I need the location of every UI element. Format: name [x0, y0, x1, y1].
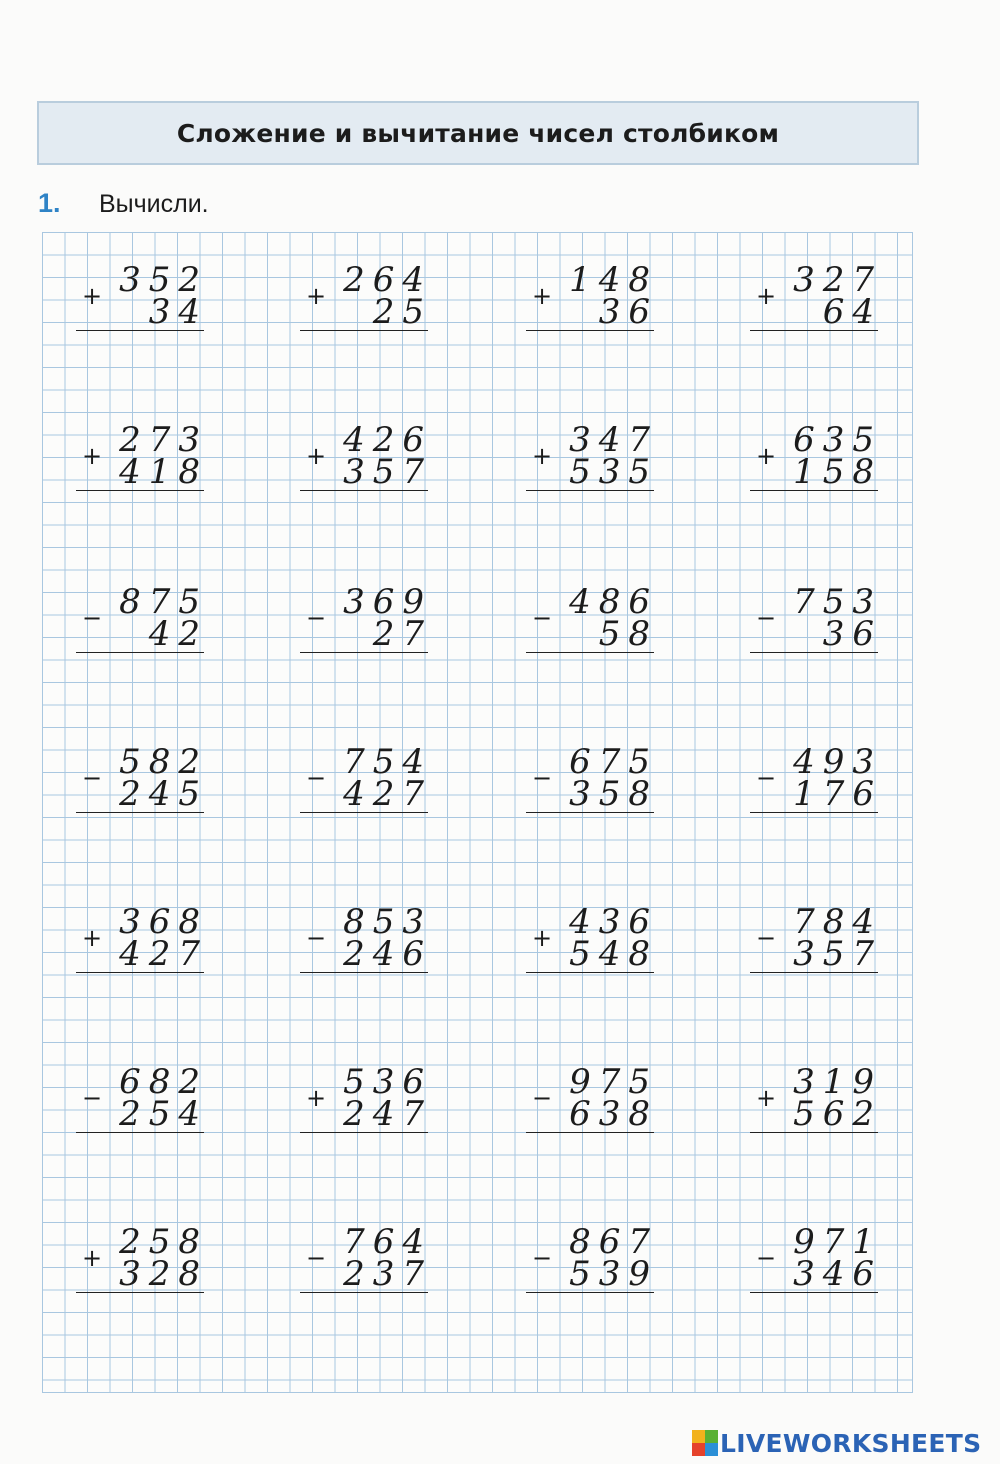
second-operand: 158: [793, 452, 882, 492]
result-line: [300, 972, 428, 973]
result-line: [300, 1132, 428, 1133]
second-operand: 539: [569, 1254, 658, 1294]
operation-sign: +: [81, 282, 103, 310]
logo-square-2: [705, 1430, 718, 1443]
task-instruction: Вычисли.: [99, 190, 209, 218]
operation-sign: +: [81, 1244, 103, 1272]
second-operand: 247: [343, 1094, 432, 1134]
operation-sign: +: [531, 282, 553, 310]
result-line: [300, 812, 428, 813]
problem-10: [300, 582, 432, 668]
first-operand: 875: [119, 582, 208, 622]
operation-sign: −: [531, 1244, 553, 1272]
problem-23: [526, 1062, 658, 1148]
logo-square-3: [692, 1443, 705, 1456]
first-operand: 784: [793, 902, 882, 942]
result-line: [750, 812, 878, 813]
operation-sign: −: [531, 604, 553, 632]
problem-6: [300, 420, 432, 506]
result-line: [526, 1292, 654, 1293]
result-line: [750, 1292, 878, 1293]
first-operand: 327: [793, 260, 882, 300]
operation-sign: +: [305, 442, 327, 470]
second-operand: 254: [119, 1094, 208, 1134]
result-line: [526, 812, 654, 813]
problem-3: [526, 260, 658, 346]
operation-sign: +: [755, 442, 777, 470]
operation-sign: +: [305, 282, 327, 310]
first-operand: 682: [119, 1062, 208, 1102]
second-operand: 245: [119, 774, 208, 814]
problem-5: [76, 420, 208, 506]
first-operand: 273: [119, 420, 208, 460]
result-line: [76, 972, 204, 973]
operation-sign: −: [81, 1084, 103, 1112]
problem-1: [76, 260, 208, 346]
operation-sign: +: [755, 282, 777, 310]
second-operand: 358: [569, 774, 658, 814]
first-operand: 148: [569, 260, 658, 300]
second-operand: 237: [343, 1254, 432, 1294]
first-operand: 319: [793, 1062, 882, 1102]
problem-11: [526, 582, 658, 668]
problem-26: [300, 1222, 432, 1308]
first-operand: 486: [569, 582, 658, 622]
liveworksheets-logo: [692, 1428, 981, 1458]
result-line: [300, 330, 428, 331]
second-operand: 535: [569, 452, 658, 492]
result-line: [750, 1132, 878, 1133]
operation-sign: +: [531, 442, 553, 470]
result-line: [750, 652, 878, 653]
problem-16: [750, 742, 882, 828]
operation-sign: −: [755, 604, 777, 632]
second-operand: 36: [822, 614, 882, 654]
first-operand: 347: [569, 420, 658, 460]
second-operand: 427: [119, 934, 208, 974]
problem-12: [750, 582, 882, 668]
result-line: [526, 1132, 654, 1133]
first-operand: 352: [119, 260, 208, 300]
second-operand: 346: [793, 1254, 882, 1294]
problem-28: [750, 1222, 882, 1308]
operation-sign: −: [755, 1244, 777, 1272]
result-line: [76, 812, 204, 813]
first-operand: 426: [343, 420, 432, 460]
first-operand: 369: [343, 582, 432, 622]
result-line: [76, 1132, 204, 1133]
logo-square-1: [692, 1430, 705, 1443]
second-operand: 36: [598, 292, 658, 332]
first-operand: 753: [793, 582, 882, 622]
result-line: [76, 652, 204, 653]
operation-sign: +: [531, 924, 553, 952]
second-operand: 176: [793, 774, 882, 814]
second-operand: 246: [343, 934, 432, 974]
problem-13: [76, 742, 208, 828]
second-operand: 427: [343, 774, 432, 814]
operation-sign: +: [81, 924, 103, 952]
logo-icon: [692, 1430, 718, 1456]
problem-7: [526, 420, 658, 506]
result-line: [76, 490, 204, 491]
problem-17: [76, 902, 208, 988]
result-line: [526, 330, 654, 331]
first-operand: 258: [119, 1222, 208, 1262]
problem-21: [76, 1062, 208, 1148]
first-operand: 635: [793, 420, 882, 460]
problem-18: [300, 902, 432, 988]
first-operand: 853: [343, 902, 432, 942]
operation-sign: +: [81, 442, 103, 470]
second-operand: 328: [119, 1254, 208, 1294]
second-operand: 27: [372, 614, 432, 654]
problem-9: [76, 582, 208, 668]
first-operand: 493: [793, 742, 882, 782]
result-line: [526, 652, 654, 653]
first-operand: 754: [343, 742, 432, 782]
operation-sign: −: [305, 1244, 327, 1272]
result-line: [750, 490, 878, 491]
first-operand: 971: [793, 1222, 882, 1262]
result-line: [526, 972, 654, 973]
problem-4: [750, 260, 882, 346]
first-operand: 764: [343, 1222, 432, 1262]
second-operand: 64: [822, 292, 882, 332]
first-operand: 675: [569, 742, 658, 782]
first-operand: 264: [343, 260, 432, 300]
problem-24: [750, 1062, 882, 1148]
result-line: [300, 652, 428, 653]
task-number: 1.: [38, 188, 61, 218]
operation-sign: −: [81, 604, 103, 632]
first-operand: 867: [569, 1222, 658, 1262]
operation-sign: −: [305, 924, 327, 952]
first-operand: 975: [569, 1062, 658, 1102]
second-operand: 25: [372, 292, 432, 332]
second-operand: 562: [793, 1094, 882, 1134]
result-line: [300, 1292, 428, 1293]
operation-sign: +: [755, 1084, 777, 1112]
problem-25: [76, 1222, 208, 1308]
first-operand: 368: [119, 902, 208, 942]
brand-name: LIVEWORKSHEETS: [720, 1428, 982, 1458]
second-operand: 357: [793, 934, 882, 974]
first-operand: 582: [119, 742, 208, 782]
result-line: [76, 1292, 204, 1293]
result-line: [750, 972, 878, 973]
operation-sign: −: [531, 764, 553, 792]
first-operand: 436: [569, 902, 658, 942]
operation-sign: −: [531, 1084, 553, 1112]
problem-2: [300, 260, 432, 346]
operation-sign: −: [305, 764, 327, 792]
problem-27: [526, 1222, 658, 1308]
operation-sign: −: [755, 764, 777, 792]
result-line: [76, 330, 204, 331]
first-operand: 536: [343, 1062, 432, 1102]
second-operand: 34: [148, 292, 208, 332]
operation-sign: −: [755, 924, 777, 952]
second-operand: 58: [598, 614, 658, 654]
second-operand: 42: [148, 614, 208, 654]
result-line: [750, 330, 878, 331]
title-banner: [37, 101, 919, 165]
problem-8: [750, 420, 882, 506]
result-line: [526, 490, 654, 491]
second-operand: 548: [569, 934, 658, 974]
problem-14: [300, 742, 432, 828]
problem-22: [300, 1062, 432, 1148]
problem-19: [526, 902, 658, 988]
result-line: [300, 490, 428, 491]
logo-square-4: [705, 1443, 718, 1456]
problem-15: [526, 742, 658, 828]
operation-sign: −: [305, 604, 327, 632]
page-title: Сложение и вычитание чисел столбиком: [176, 118, 780, 148]
second-operand: 418: [119, 452, 208, 492]
operation-sign: +: [305, 1084, 327, 1112]
second-operand: 357: [343, 452, 432, 492]
operation-sign: −: [81, 764, 103, 792]
problem-20: [750, 902, 882, 988]
second-operand: 638: [569, 1094, 658, 1134]
